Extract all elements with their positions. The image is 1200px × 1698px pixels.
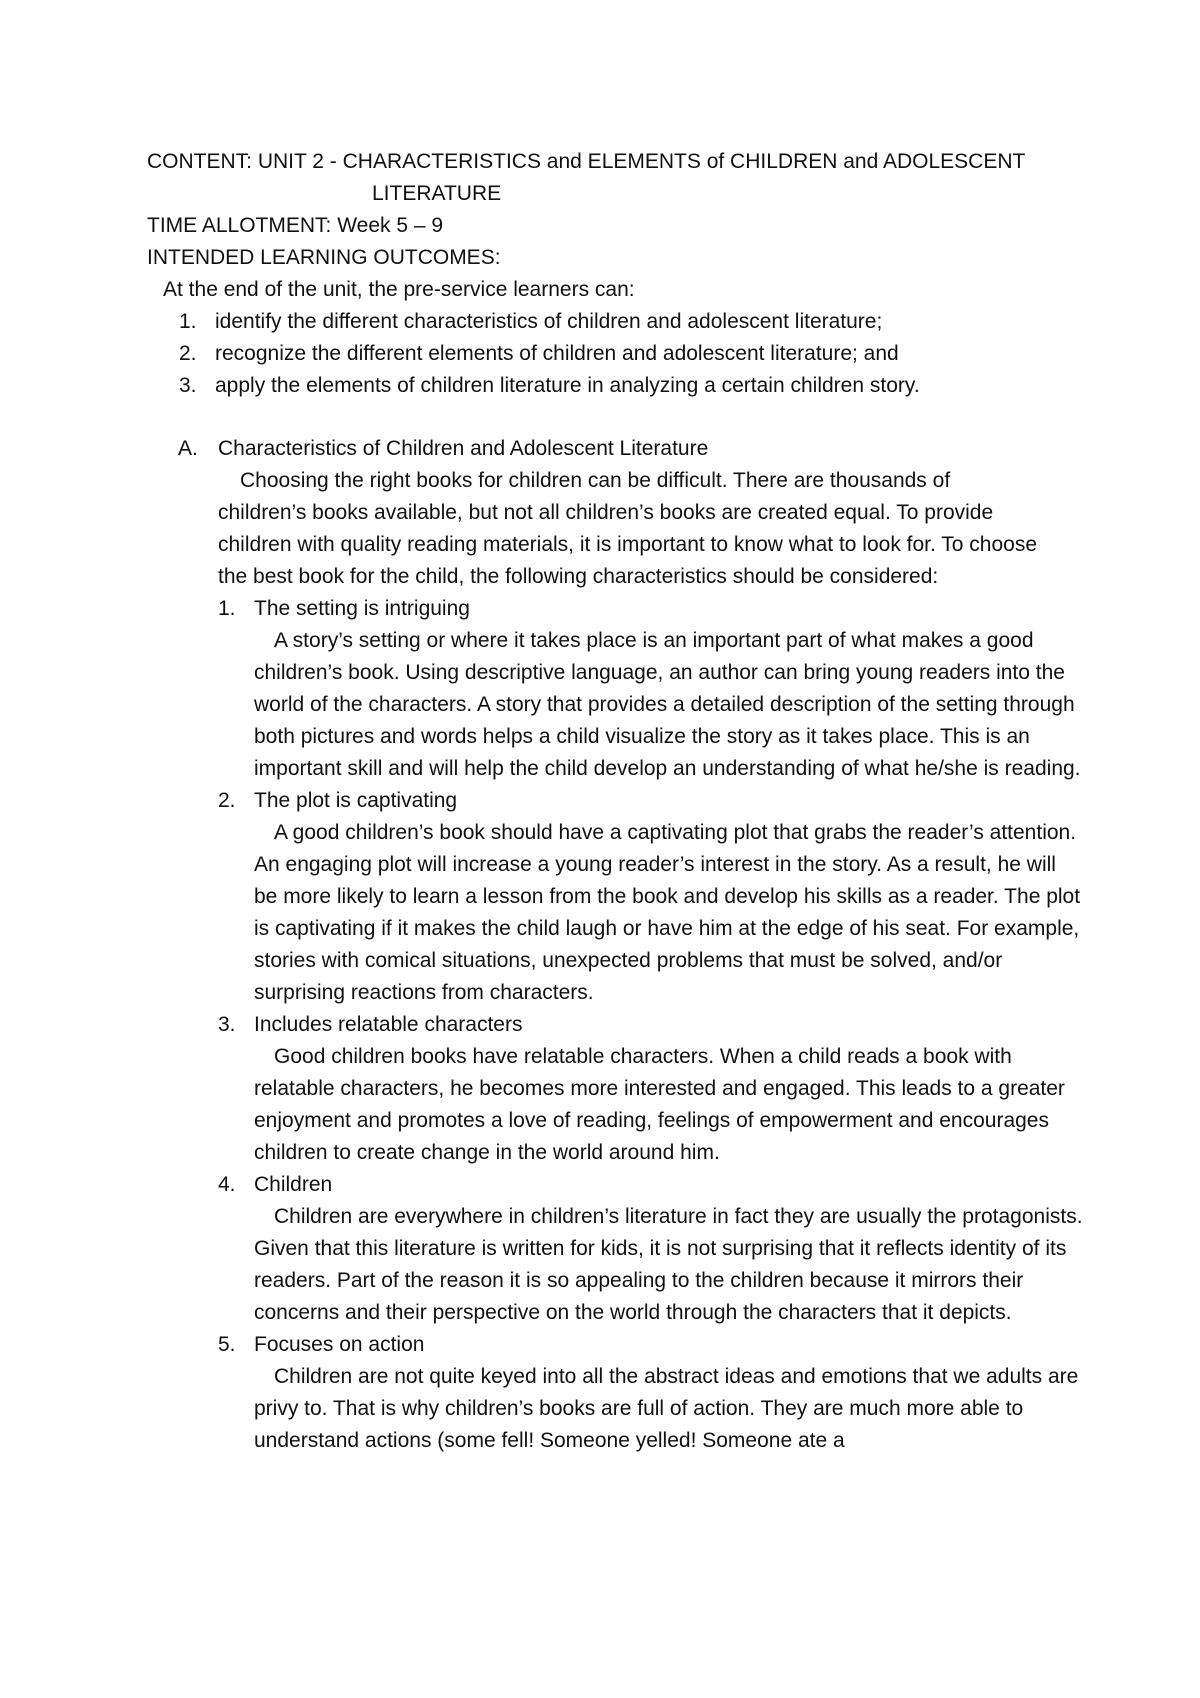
characteristic-item xyxy=(218,1169,1083,1329)
section-title: Characteristics of Children and Adolescent Literature xyxy=(218,437,709,460)
characteristic-item xyxy=(218,1329,1078,1457)
outcome-number: 2. xyxy=(179,342,197,365)
outcome-text: identify the different characteristics of children and adolescent literature; xyxy=(215,310,883,333)
section-heading xyxy=(178,433,1078,465)
characteristic-body: Good children books have relatable characters. When a child reads a book with relatable characters, he becomes more interested and engaged. This leads to a greater enjoyment and promotes a love of reading, feelings of empowerment and encourages children to create change in the world around him. xyxy=(254,1045,1065,1164)
characteristic-title: Children xyxy=(254,1173,333,1196)
outcome-number: 3. xyxy=(179,374,197,397)
characteristics-list xyxy=(178,593,1083,1457)
characteristic-title: The plot is captivating xyxy=(254,789,458,812)
characteristic-body: Children are not quite keyed into all the abstract ideas and emotions that we adults are privy to. That is why children’s books are full of action. They are much more able to understand actions (some fell! Someone yelled! Someone ate a xyxy=(254,1365,1079,1452)
characteristic-number: 2. xyxy=(218,789,236,812)
intended-outcomes-label: INTENDED LEARNING OUTCOMES: xyxy=(147,246,501,269)
outcomes-intro: At the end of the unit, the pre-service learners can: xyxy=(163,278,635,301)
characteristic-item xyxy=(218,785,1081,1009)
content-title-line2: LITERATURE xyxy=(372,182,502,205)
section-intro-paragraph: Choosing the right books for children can be difficult. There are thousands of children’s books available, but not all children’s books are created equal. To provide children with quality reading materials, it is important to know what to look for. To choose the best book for the child, the following characteristics should be considered: xyxy=(218,469,1038,588)
characteristic-title: Includes relatable characters xyxy=(254,1013,523,1036)
outcome-item xyxy=(147,370,1047,402)
outcome-item xyxy=(147,338,1047,370)
content-title-line1: CONTENT: UNIT 2 - CHARACTERISTICS and ELEMENTS of CHILDREN and ADOLESCENT xyxy=(147,150,1026,173)
characteristic-item xyxy=(218,593,1081,785)
characteristic-number: 5. xyxy=(218,1333,236,1356)
characteristic-body: Children are everywhere in children’s literature in fact they are usually the protagonists. Given that this literature is written for kids, it is not surprising that it reflects identity of its readers. Part of the reason it is so appealing to the children because it mirrors their concerns and their perspective on the world through the characters that it depicts. xyxy=(254,1205,1083,1324)
outcome-text: recognize the different elements of children and adolescent literature; and xyxy=(215,342,899,365)
outcome-number: 1. xyxy=(179,310,197,333)
time-allotment: TIME ALLOTMENT: Week 5 – 9 xyxy=(147,214,444,237)
unit-header xyxy=(147,146,1047,402)
outcome-item xyxy=(147,306,1047,338)
characteristic-number: 3. xyxy=(218,1013,236,1036)
characteristic-number: 1. xyxy=(218,597,236,620)
characteristic-body: A good children’s book should have a captivating plot that grabs the reader’s attention. An engaging plot will increase a young reader’s interest in the story. As a result, he will be more likely to learn a lesson from the book and develop his skills as a reader. The plot is captivating if it makes the child laugh or have him at the edge of his seat. For example, stories with comical situations, unexpected problems that must be solved, and/or surprising reactions from characters. xyxy=(254,821,1081,1004)
characteristic-body: A story’s setting or where it takes place is an important part of what makes a good children’s book. Using descriptive language, an author can bring young readers into the world of the characters. A story that provides a detailed description of the setting through both pictures and words helps a child visualize the story as it takes place. This is an important skill and will help the child develop an understanding of what he/she is reading. xyxy=(254,629,1081,780)
outcome-text: apply the elements of children literature in analyzing a certain children story. xyxy=(215,374,920,397)
section-letter: A. xyxy=(178,437,198,460)
characteristic-item xyxy=(218,1009,1078,1169)
outcomes-list xyxy=(147,306,1047,402)
section-a xyxy=(178,433,1083,1457)
characteristic-title: Focuses on action xyxy=(254,1333,425,1356)
characteristic-title: The setting is intriguing xyxy=(254,597,470,620)
characteristic-number: 4. xyxy=(218,1173,236,1196)
